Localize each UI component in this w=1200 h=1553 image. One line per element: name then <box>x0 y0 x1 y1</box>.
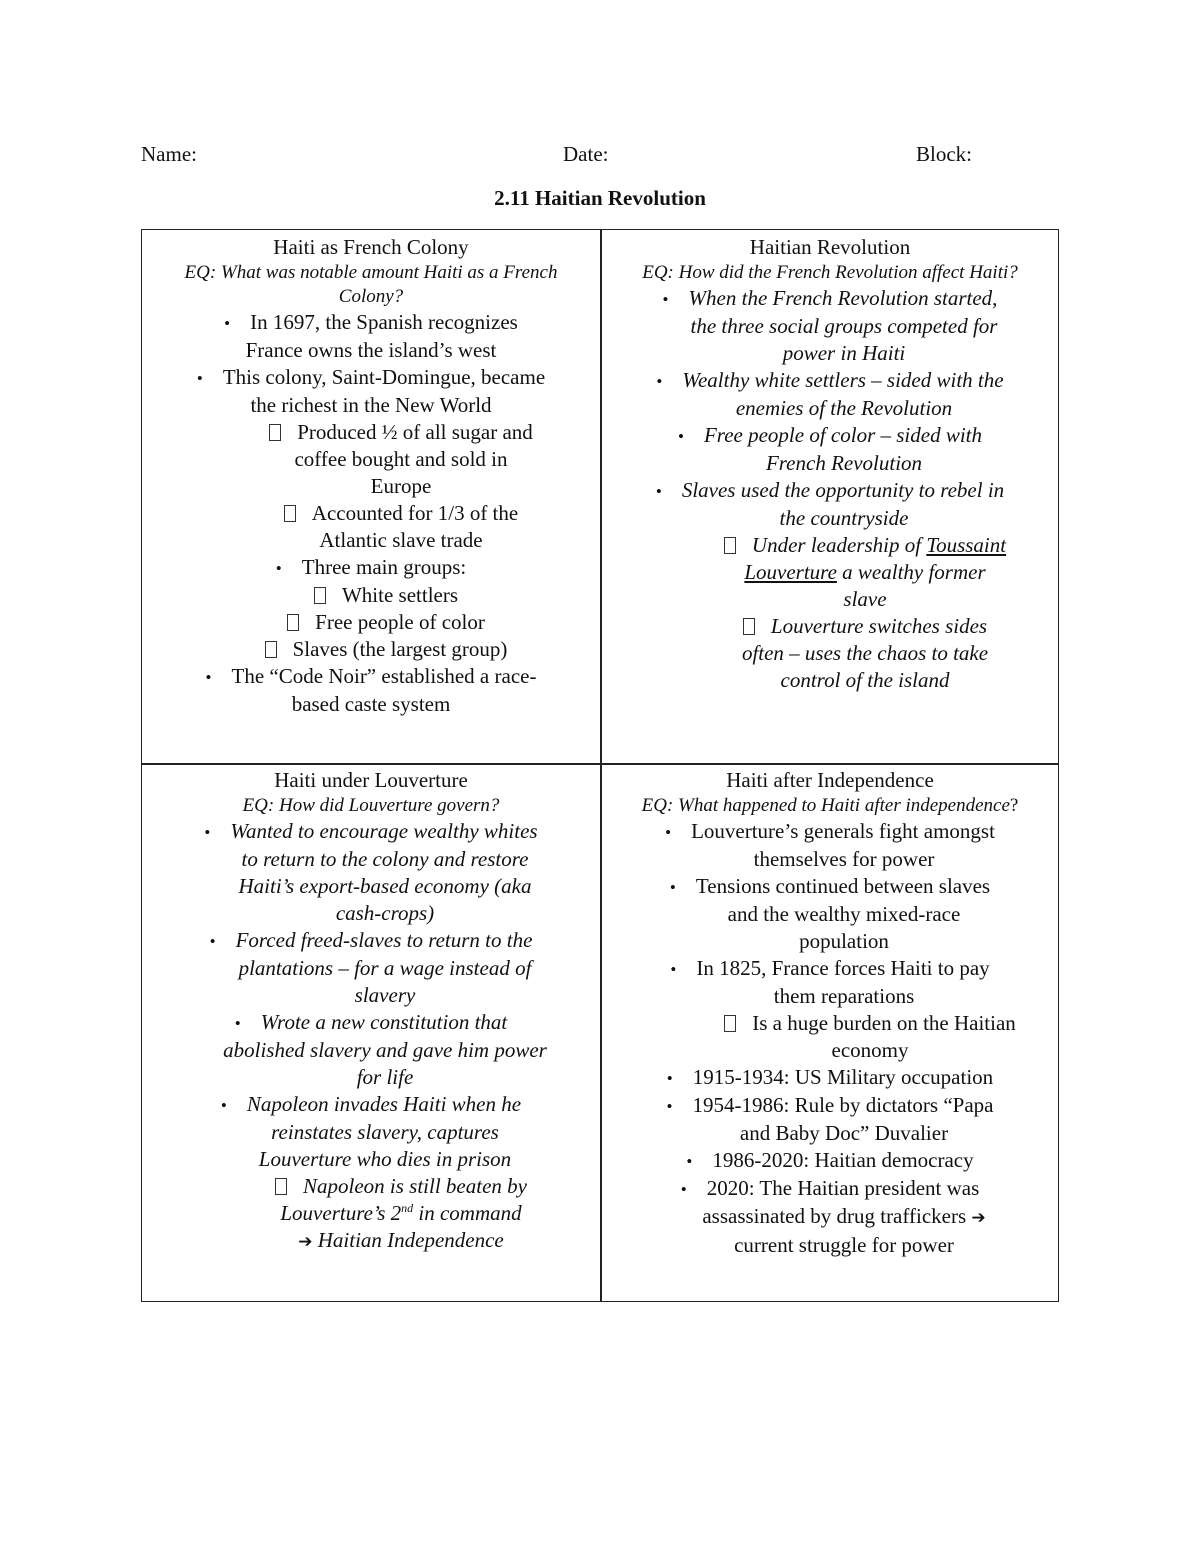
cell-haitian-revolution <box>602 234 1058 694</box>
list-item-cont: assassinated by drug traffickers ➔ <box>702 1204 986 1228</box>
essential-question: EQ: How did the French Revolution affect Haiti? <box>642 262 1018 283</box>
sub-list-item: Accounted for 1/3 of the <box>146 500 596 527</box>
sub-list-item-cont: economy <box>831 1038 909 1062</box>
list-item-cont: enemies of the Revolution <box>735 396 953 420</box>
list-item: • Forced freed-slaves to return to the <box>146 927 596 955</box>
empty-square-icon <box>265 641 277 658</box>
sub-list-item-cont: often – uses the chaos to take <box>741 641 989 665</box>
empty-square-icon <box>724 1015 736 1032</box>
grid-horizontal-divider <box>142 763 1058 765</box>
list-item-cont: and the wealthy mixed-race <box>727 902 961 926</box>
list-item-cont: to return to the colony and restore <box>241 847 529 871</box>
list-item: • Louverture’s generals fight amongst <box>606 818 1054 846</box>
list-item-cont: based caste system <box>291 692 451 716</box>
cell-title: Haiti under Louverture <box>274 768 468 792</box>
list-item: • Slaves used the opportunity to rebel in <box>606 477 1054 505</box>
eq-line: Colony? <box>338 286 404 307</box>
sub-list-item: White settlers <box>146 582 596 609</box>
list-item-cont: power in Haiti <box>782 341 906 365</box>
date-label: Date: <box>563 142 609 166</box>
list-item: • 1915-1934: US Military occupation <box>606 1064 1054 1092</box>
empty-square-icon <box>275 1178 287 1195</box>
sub-list-item: Is a huge burden on the Haitian <box>606 1010 1054 1037</box>
sub-list-item: Slaves (the largest group) <box>146 636 596 663</box>
bullet-icon: • <box>224 314 231 333</box>
bullet-icon: • <box>220 1096 227 1115</box>
right-arrow-icon: ➔ <box>971 1208 986 1228</box>
right-arrow-icon: ➔ <box>298 1232 313 1252</box>
list-item-cont: French Revolution <box>765 451 923 475</box>
list-item: • 1986-2020: Haitian democracy <box>606 1147 1054 1175</box>
sub-list-item-cont: Louverture’s 2nd in command <box>280 1201 522 1225</box>
empty-square-icon <box>287 614 299 631</box>
list-item: • Tensions continued between slaves <box>606 873 1054 901</box>
list-item-cont: Haiti’s export-based economy (aka <box>238 874 532 898</box>
sub-list-item: Produced ½ of all sugar and <box>146 419 596 446</box>
list-item: • Wrote a new constitution that <box>146 1009 596 1037</box>
list-item: • 2020: The Haitian president was <box>606 1175 1054 1203</box>
bullet-icon: • <box>662 290 669 309</box>
list-item-cont: France owns the island’s west <box>245 338 497 362</box>
bullet-icon: • <box>666 1097 673 1116</box>
cell-haiti-french-colony <box>142 234 600 718</box>
list-item-cont: and Baby Doc” Duvalier <box>739 1121 949 1145</box>
list-item-cont: current struggle for power <box>734 1233 954 1257</box>
sub-list-item-cont: Louverture a wealthy former <box>744 560 986 584</box>
essential-question: EQ: How did Louverture govern? <box>242 795 500 816</box>
bullet-icon: • <box>234 1014 241 1033</box>
list-item: • The “Code Noir” established a race- <box>146 663 596 691</box>
sub-list-item-cont: coffee bought and sold in <box>294 447 508 471</box>
bullet-icon: • <box>656 372 663 391</box>
empty-square-icon <box>284 505 296 522</box>
list-item-cont: population <box>799 929 889 953</box>
cell-title: Haitian Revolution <box>749 235 911 259</box>
list-item-cont: the richest in the New World <box>250 393 492 417</box>
list-item: • Wanted to encourage wealthy whites <box>146 818 596 846</box>
list-item-cont: for life <box>356 1065 414 1089</box>
cell-title: Haiti after Independence <box>726 768 934 792</box>
bullet-icon: • <box>275 559 282 578</box>
list-item: • When the French Revolution started, <box>606 285 1054 313</box>
bullet-icon: • <box>670 960 677 979</box>
bullet-icon: • <box>204 823 211 842</box>
list-item: • Three main groups: <box>146 554 596 582</box>
list-item: • Napoleon invades Haiti when he <box>146 1091 596 1119</box>
sub-list-item-cont: ➔ Haitian Independence <box>298 1228 504 1252</box>
name-label: Name: <box>141 142 197 166</box>
sub-list-item-cont: Atlantic slave trade <box>319 528 483 552</box>
list-item-cont: them reparations <box>773 984 915 1008</box>
bullet-icon: • <box>196 369 203 388</box>
empty-square-icon <box>724 537 736 554</box>
sub-list-item-cont: slave <box>843 587 887 611</box>
bullet-icon: • <box>205 668 212 687</box>
bullet-icon: • <box>665 823 672 842</box>
bullet-icon: • <box>686 1152 693 1171</box>
list-item-cont: themselves for power <box>753 847 935 871</box>
sub-list-item: Free people of color <box>146 609 596 636</box>
page-title: 2.11 Haitian Revolution <box>494 186 706 210</box>
block-label: Block: <box>916 142 972 166</box>
cell-haiti-under-louverture <box>142 767 600 1256</box>
notes-grid <box>141 229 1059 1302</box>
list-item-cont: reinstates slavery, captures <box>271 1120 499 1144</box>
sub-list-item-cont: Europe <box>370 474 432 498</box>
bullet-icon: • <box>680 1180 687 1199</box>
list-item: • In 1825, France forces Haiti to pay <box>606 955 1054 983</box>
list-item-cont: Louverture who dies in prison <box>258 1147 512 1171</box>
cell-title: Haiti as French Colony <box>273 235 469 259</box>
essential-question: EQ: What happened to Haiti after independence? <box>641 795 1019 816</box>
list-item: • In 1697, the Spanish recognizes <box>146 309 596 337</box>
sub-list-item-cont: control of the island <box>780 668 950 692</box>
list-item: • This colony, Saint-Domingue, became <box>146 364 596 392</box>
list-item-cont: plantations – for a wage instead of <box>238 956 532 980</box>
bullet-icon: • <box>669 878 676 897</box>
bullet-icon: • <box>209 932 216 951</box>
empty-square-icon <box>269 424 281 441</box>
sub-list-item: Napoleon is still beaten by <box>146 1173 596 1200</box>
empty-square-icon <box>743 618 755 635</box>
list-item-cont: cash-crops) <box>335 901 435 925</box>
sub-list-item: Under leadership of Toussaint <box>606 532 1054 559</box>
eq-line: EQ: What was notable amount Haiti as a French <box>184 262 558 283</box>
list-item: • Free people of color – sided with <box>606 422 1054 450</box>
bullet-icon: • <box>677 427 684 446</box>
cell-haiti-after-independence <box>602 767 1058 1259</box>
bullet-icon: • <box>666 1069 673 1088</box>
essential-question <box>146 261 596 309</box>
list-item-cont: the countryside <box>779 506 909 530</box>
bullet-icon: • <box>655 482 662 501</box>
list-item: • 1954-1986: Rule by dictators “Papa <box>606 1092 1054 1120</box>
empty-square-icon <box>314 587 326 604</box>
sub-list-item: Louverture switches sides <box>606 613 1054 640</box>
list-item-cont: slavery <box>354 983 416 1007</box>
list-item-cont: abolished slavery and gave him power <box>223 1038 547 1062</box>
list-item-cont: the three social groups competed for <box>690 314 998 338</box>
list-item: • Wealthy white settlers – sided with the <box>606 367 1054 395</box>
